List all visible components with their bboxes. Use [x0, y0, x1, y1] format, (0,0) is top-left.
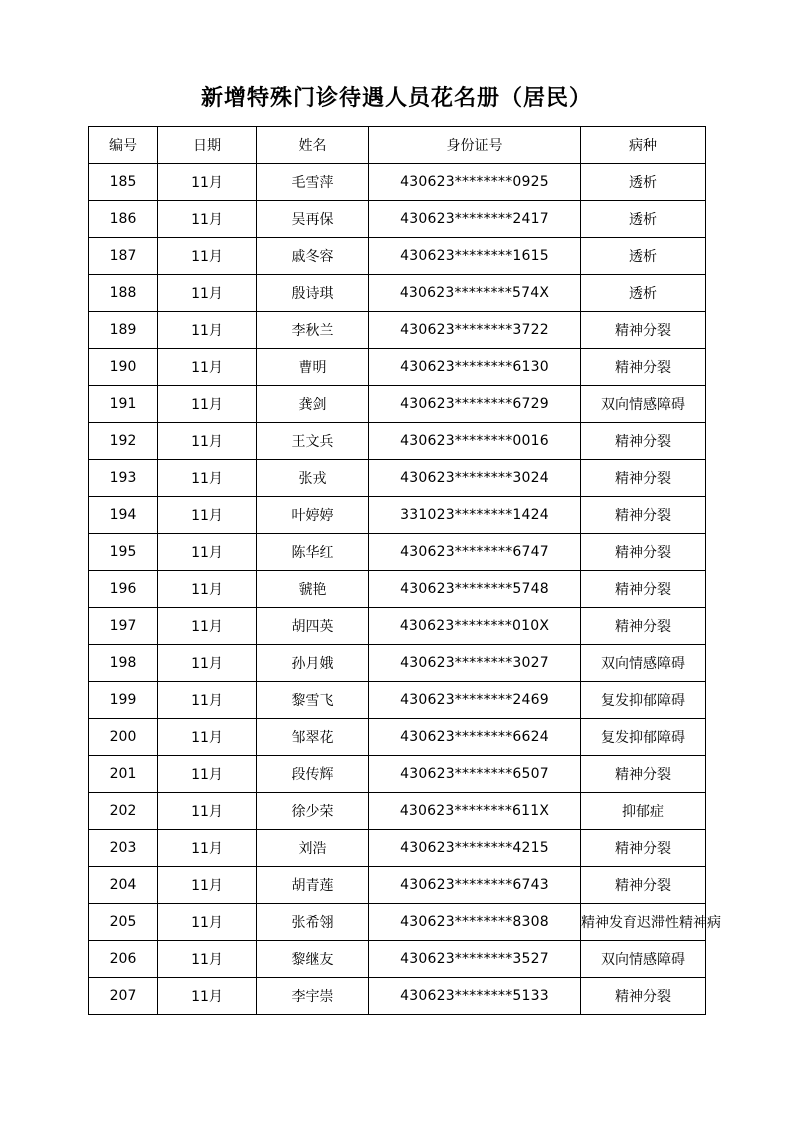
cell-name: 张戎 — [257, 460, 369, 497]
table-row — [89, 867, 706, 904]
cell-name: 黎继友 — [257, 941, 369, 978]
table-row — [89, 460, 706, 497]
table-row — [89, 312, 706, 349]
cell-name: 叶婷婷 — [257, 497, 369, 534]
cell-name: 刘浩 — [257, 830, 369, 867]
column-header-name: 姓名 — [257, 127, 369, 164]
cell-id-number: 430623********3722 — [369, 312, 581, 349]
cell-disease: 透析 — [581, 275, 706, 312]
table-row — [89, 941, 706, 978]
cell-name: 邹翠花 — [257, 719, 369, 756]
table-row — [89, 756, 706, 793]
cell-no: 195 — [89, 534, 158, 571]
table-row — [89, 349, 706, 386]
cell-id-number: 331023********1424 — [369, 497, 581, 534]
cell-disease: 精神分裂 — [581, 423, 706, 460]
cell-no: 203 — [89, 830, 158, 867]
cell-date: 11月 — [158, 608, 257, 645]
column-header-no: 编号 — [89, 127, 158, 164]
cell-id-number: 430623********5748 — [369, 571, 581, 608]
cell-name: 龚剑 — [257, 386, 369, 423]
table-row — [89, 275, 706, 312]
cell-no: 185 — [89, 164, 158, 201]
table-row — [89, 571, 706, 608]
cell-disease: 双向情感障碍 — [581, 941, 706, 978]
cell-disease: 精神分裂 — [581, 978, 706, 1015]
cell-disease: 透析 — [581, 238, 706, 275]
cell-date: 11月 — [158, 941, 257, 978]
cell-id-number: 430623********6130 — [369, 349, 581, 386]
cell-no: 186 — [89, 201, 158, 238]
cell-id-number: 430623********0016 — [369, 423, 581, 460]
cell-date: 11月 — [158, 830, 257, 867]
cell-disease: 抑郁症 — [581, 793, 706, 830]
cell-name: 吴再保 — [257, 201, 369, 238]
cell-date: 11月 — [158, 682, 257, 719]
table-row — [89, 978, 706, 1015]
cell-no: 196 — [89, 571, 158, 608]
cell-disease: 精神分裂 — [581, 830, 706, 867]
cell-date: 11月 — [158, 534, 257, 571]
cell-date: 11月 — [158, 349, 257, 386]
cell-id-number: 430623********8308 — [369, 904, 581, 941]
cell-no: 200 — [89, 719, 158, 756]
cell-id-number: 430623********5133 — [369, 978, 581, 1015]
page-title: 新增特殊门诊待遇人员花名册（居民） — [200, 85, 592, 111]
table-row — [89, 904, 706, 941]
cell-id-number: 430623********2469 — [369, 682, 581, 719]
table-row — [89, 497, 706, 534]
cell-name: 胡四英 — [257, 608, 369, 645]
column-header-disease: 病种 — [581, 127, 706, 164]
cell-id-number: 430623********6507 — [369, 756, 581, 793]
cell-disease: 双向情感障碍 — [581, 386, 706, 423]
cell-no: 206 — [89, 941, 158, 978]
cell-name: 胡青莲 — [257, 867, 369, 904]
cell-date: 11月 — [158, 460, 257, 497]
cell-name: 王文兵 — [257, 423, 369, 460]
cell-id-number: 430623********574X — [369, 275, 581, 312]
column-header-date: 日期 — [158, 127, 257, 164]
column-header-id-number: 身份证号 — [369, 127, 581, 164]
cell-no: 190 — [89, 349, 158, 386]
cell-no: 193 — [89, 460, 158, 497]
header-row — [89, 127, 706, 164]
cell-date: 11月 — [158, 238, 257, 275]
cell-disease: 精神分裂 — [581, 312, 706, 349]
cell-name: 陈华红 — [257, 534, 369, 571]
cell-id-number: 430623********6743 — [369, 867, 581, 904]
cell-id-number: 430623********611X — [369, 793, 581, 830]
table-row — [89, 201, 706, 238]
cell-date: 11月 — [158, 719, 257, 756]
cell-disease: 双向情感障碍 — [581, 645, 706, 682]
cell-id-number: 430623********6729 — [369, 386, 581, 423]
cell-no: 194 — [89, 497, 158, 534]
cell-name: 黎雪飞 — [257, 682, 369, 719]
cell-no: 202 — [89, 793, 158, 830]
cell-date: 11月 — [158, 312, 257, 349]
table-row — [89, 534, 706, 571]
cell-no: 187 — [89, 238, 158, 275]
cell-no: 189 — [89, 312, 158, 349]
cell-date: 11月 — [158, 497, 257, 534]
cell-disease: 透析 — [581, 164, 706, 201]
cell-name: 段传辉 — [257, 756, 369, 793]
cell-disease: 精神发育迟滞性精神病 — [581, 904, 706, 941]
cell-date: 11月 — [158, 904, 257, 941]
table-row — [89, 238, 706, 275]
cell-date: 11月 — [158, 978, 257, 1015]
cell-name: 曹明 — [257, 349, 369, 386]
cell-name: 李宇崇 — [257, 978, 369, 1015]
roster-table — [88, 126, 721, 1015]
cell-no: 205 — [89, 904, 158, 941]
cell-disease: 精神分裂 — [581, 497, 706, 534]
cell-disease: 复发抑郁障碍 — [581, 719, 706, 756]
cell-name: 虢艳 — [257, 571, 369, 608]
cell-name: 李秋兰 — [257, 312, 369, 349]
cell-no: 204 — [89, 867, 158, 904]
cell-date: 11月 — [158, 571, 257, 608]
cell-id-number: 430623********3527 — [369, 941, 581, 978]
cell-name: 毛雪萍 — [257, 164, 369, 201]
table-row — [89, 645, 706, 682]
cell-date: 11月 — [158, 867, 257, 904]
cell-id-number: 430623********2417 — [369, 201, 581, 238]
cell-no: 188 — [89, 275, 158, 312]
cell-name: 张希翎 — [257, 904, 369, 941]
cell-no: 198 — [89, 645, 158, 682]
table-body — [89, 164, 721, 1015]
cell-disease: 透析 — [581, 201, 706, 238]
table-header — [89, 127, 706, 164]
cell-date: 11月 — [158, 201, 257, 238]
table-row — [89, 830, 706, 867]
cell-date: 11月 — [158, 793, 257, 830]
table-row — [89, 682, 706, 719]
cell-id-number: 430623********010X — [369, 608, 581, 645]
cell-name: 徐少荣 — [257, 793, 369, 830]
cell-id-number: 430623********4215 — [369, 830, 581, 867]
cell-date: 11月 — [158, 164, 257, 201]
cell-no: 199 — [89, 682, 158, 719]
cell-no: 191 — [89, 386, 158, 423]
cell-id-number: 430623********6624 — [369, 719, 581, 756]
cell-id-number: 430623********6747 — [369, 534, 581, 571]
cell-disease: 精神分裂 — [581, 608, 706, 645]
cell-disease: 精神分裂 — [581, 534, 706, 571]
cell-id-number: 430623********1615 — [369, 238, 581, 275]
cell-no: 192 — [89, 423, 158, 460]
table-row — [89, 164, 706, 201]
cell-date: 11月 — [158, 275, 257, 312]
cell-id-number: 430623********0925 — [369, 164, 581, 201]
cell-disease: 精神分裂 — [581, 460, 706, 497]
cell-id-number: 430623********3027 — [369, 645, 581, 682]
table-row — [89, 386, 706, 423]
cell-no: 197 — [89, 608, 158, 645]
cell-id-number: 430623********3024 — [369, 460, 581, 497]
cell-name: 殷诗琪 — [257, 275, 369, 312]
cell-date: 11月 — [158, 386, 257, 423]
cell-no: 201 — [89, 756, 158, 793]
cell-date: 11月 — [158, 423, 257, 460]
cell-disease: 精神分裂 — [581, 756, 706, 793]
cell-disease: 复发抑郁障碍 — [581, 682, 706, 719]
cell-date: 11月 — [158, 645, 257, 682]
table-row — [89, 423, 706, 460]
cell-no: 207 — [89, 978, 158, 1015]
table-row — [89, 719, 706, 756]
cell-disease: 精神分裂 — [581, 867, 706, 904]
table-row — [89, 793, 706, 830]
cell-disease: 精神分裂 — [581, 349, 706, 386]
cell-name: 戚冬容 — [257, 238, 369, 275]
table-row — [89, 608, 706, 645]
cell-name: 孙月娥 — [257, 645, 369, 682]
cell-disease: 精神分裂 — [581, 571, 706, 608]
cell-date: 11月 — [158, 756, 257, 793]
